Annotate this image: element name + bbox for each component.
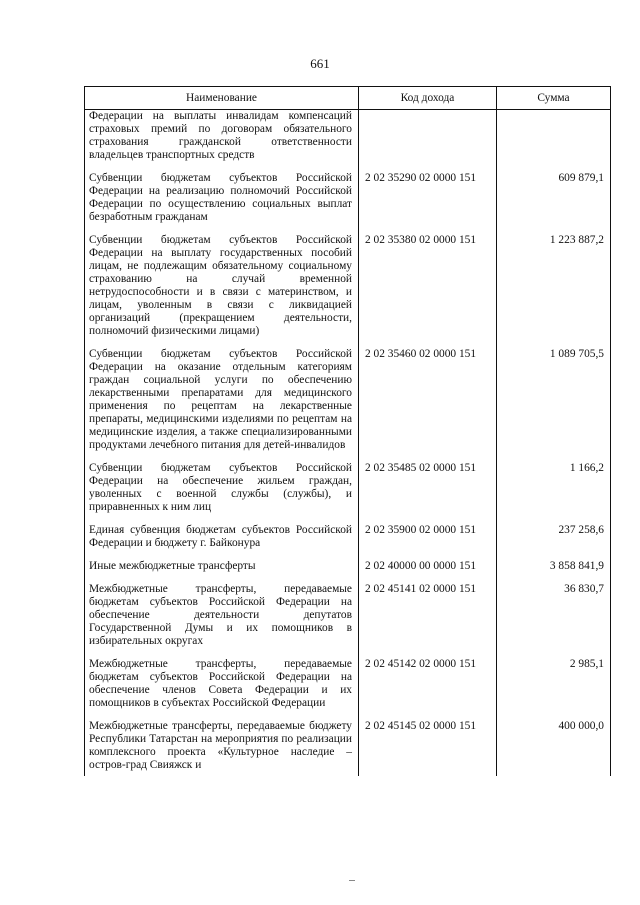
row-code (359, 110, 497, 167)
scan-mark (349, 880, 355, 881)
row-code: 2 02 35290 02 0000 151 (359, 166, 497, 228)
row-code: 2 02 45142 02 0000 151 (359, 652, 497, 714)
table-row (85, 652, 611, 714)
table-row (85, 228, 611, 342)
row-code: 2 02 35460 02 0000 151 (359, 342, 497, 456)
row-name: Субвенции бюджетам субъектов Российской Федерации на выплату государственных пособий лицам, не подлежащим обязательному социальному страхованию на случай временной нетрудоспособности и в связи с материнством, и лицам, уволенным в связи с ликвидацией организаций (прекращением деятельности, полномочий физическими лицами) (85, 228, 359, 342)
row-sum: 1 089 705,5 (497, 342, 611, 456)
row-code: 2 02 40000 00 0000 151 (359, 554, 497, 577)
row-name: Иные межбюджетные трансферты (85, 554, 359, 577)
row-sum: 237 258,6 (497, 518, 611, 554)
page-number: 661 (310, 56, 330, 71)
row-sum: 400 000,0 (497, 714, 611, 776)
row-sum: 609 879,1 (497, 166, 611, 228)
column-header-sum: Сумма (497, 87, 611, 110)
column-header-code: Код дохода (359, 87, 497, 110)
table-row (85, 342, 611, 456)
column-header-name: Наименование (85, 87, 359, 110)
row-name: Субвенции бюджетам субъектов Российской Федерации на реализацию полномочий Российской Федерации по осуществлению социальных выплат безработным гражданам (85, 166, 359, 228)
table-row (85, 456, 611, 518)
row-sum (497, 110, 611, 167)
revenue-table (84, 86, 611, 776)
row-code: 2 02 35900 02 0000 151 (359, 518, 497, 554)
row-sum: 3 858 841,9 (497, 554, 611, 577)
table-row (85, 554, 611, 577)
row-code: 2 02 35485 02 0000 151 (359, 456, 497, 518)
row-sum: 36 830,7 (497, 577, 611, 652)
table-row (85, 577, 611, 652)
table-row (85, 518, 611, 554)
row-sum: 1 166,2 (497, 456, 611, 518)
row-name: Единая субвенция бюджетам субъектов Российской Федерации и бюджету г. Байконура (85, 518, 359, 554)
row-name: Межбюджетные трансферты, передаваемые бюджету Республики Татарстан на мероприятия по реализации комплексного проекта «Культурное наследие – остров-град Свияжск и (85, 714, 359, 776)
table-body (85, 110, 611, 777)
row-sum: 1 223 887,2 (497, 228, 611, 342)
row-name: Межбюджетные трансферты, передаваемые бюджетам субъектов Российской Федерации на обеспечение членов Совета Федерации и их помощников в субъектах Российской Федерации (85, 652, 359, 714)
row-name: Субвенции бюджетам субъектов Российской Федерации на обеспечение жильем граждан, уволенных с военной службы (службы), и приравненных к ним лиц (85, 456, 359, 518)
row-code: 2 02 35380 02 0000 151 (359, 228, 497, 342)
row-name: Субвенции бюджетам субъектов Российской Федерации на оказание отдельным категориям граждан социальной услуги по обеспечению лекарственными препаратами для медицинского применения по рецептам на лекарственные препараты, медицинскими изделиями по рецептам на медицинские изделия, а также специализированными продуктами лечебного питания для детей-инвалидов (85, 342, 359, 456)
row-name: Межбюджетные трансферты, передаваемые бюджетам субъектов Российской Федерации на обеспечение деятельности депутатов Государственной Думы и их помощников в избирательных округах (85, 577, 359, 652)
table-header (85, 87, 611, 110)
table-row (85, 110, 611, 167)
row-code: 2 02 45141 02 0000 151 (359, 577, 497, 652)
row-code: 2 02 45145 02 0000 151 (359, 714, 497, 776)
row-name: Федерации на выплаты инвалидам компенсаций страховых премий по договорам обязательного страхования гражданской ответственности владельцев транспортных средств (85, 110, 359, 167)
table-row (85, 166, 611, 228)
row-sum: 2 985,1 (497, 652, 611, 714)
table-row (85, 714, 611, 776)
